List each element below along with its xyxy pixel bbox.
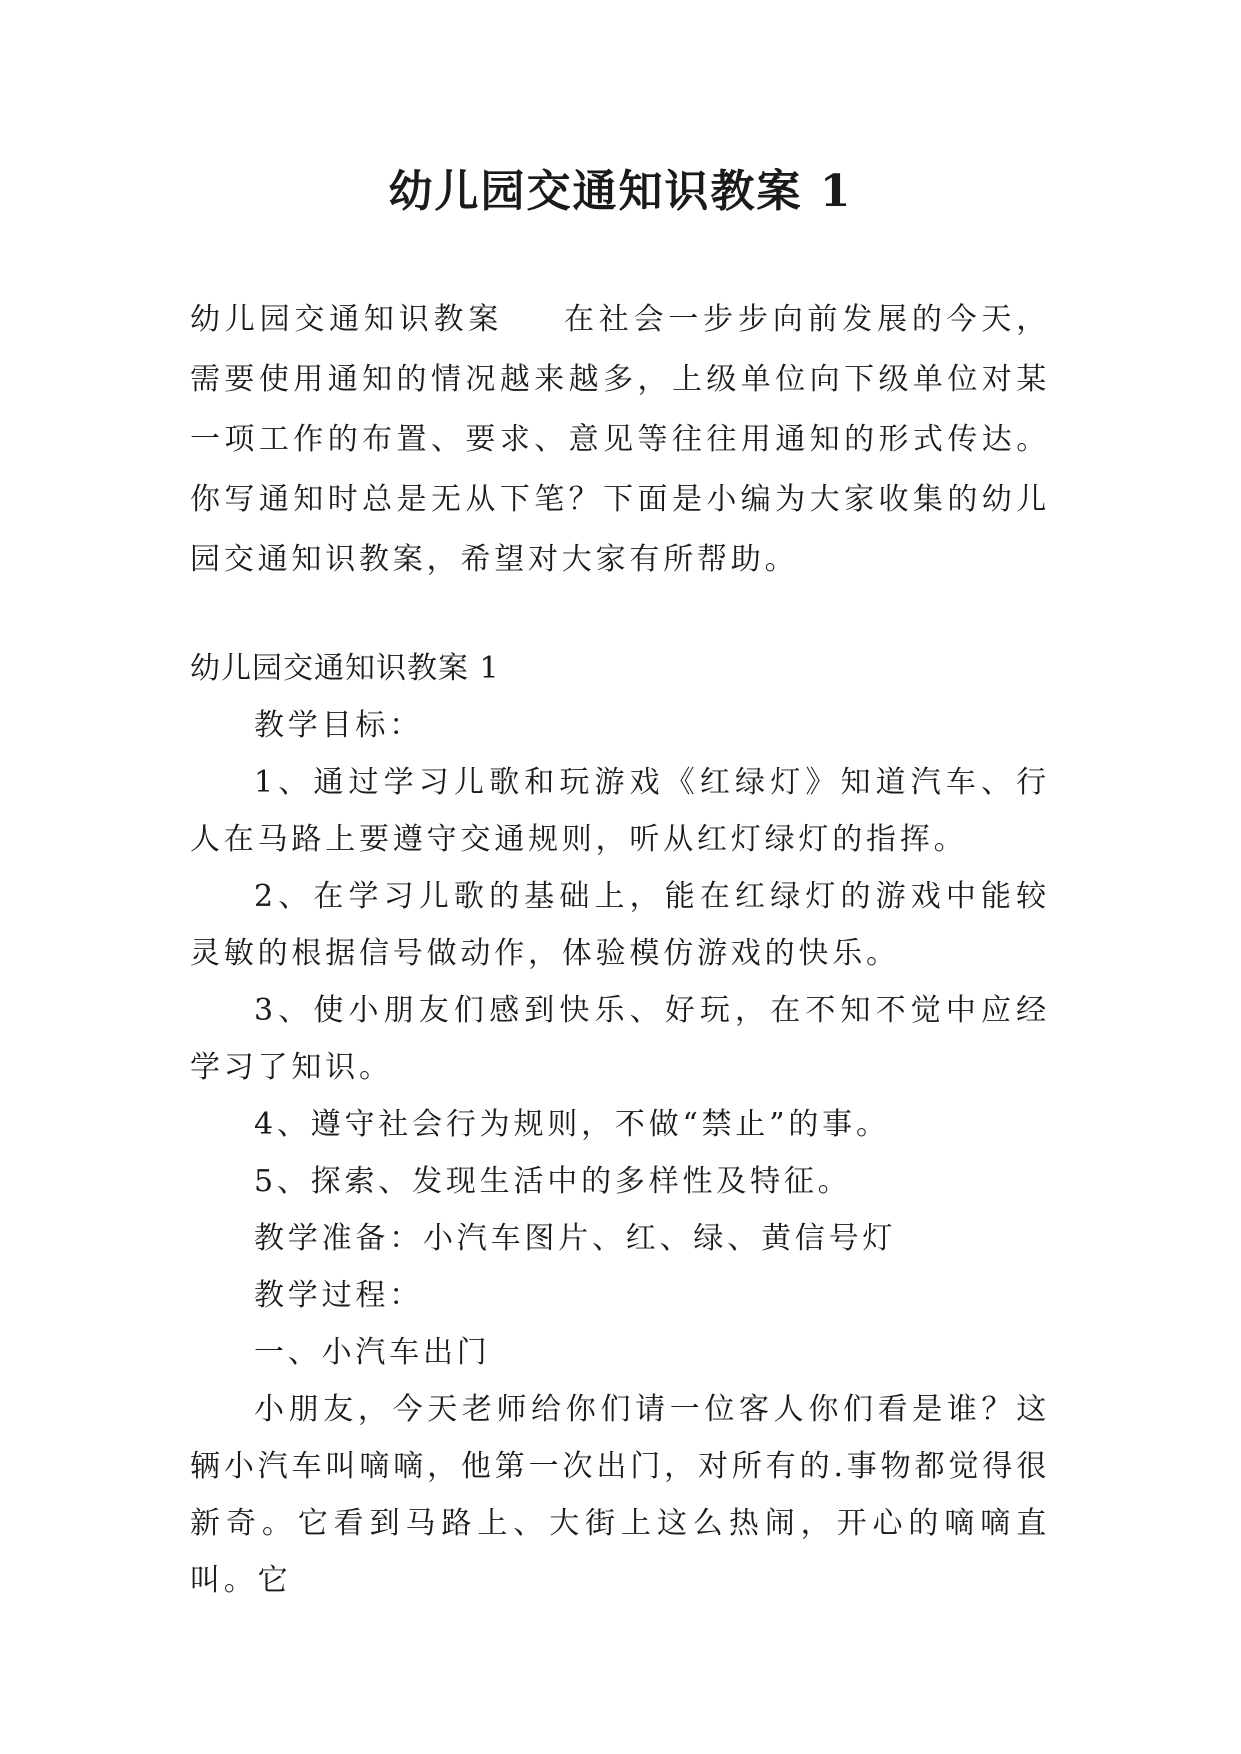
goal-item-1: 1、通过学习儿歌和玩游戏《红绿灯》知道汽车、行人在马路上要遵守交通规则，听从红灯绿灯的指挥。: [190, 765, 1050, 857]
goal-item-2: 2、在学习儿歌的基础上，能在红绿灯的游戏中能较灵敏的根据信号做动作，体验模仿游戏的快乐。: [190, 879, 1050, 971]
intro-lead: 幼儿园交通知识教案: [190, 302, 504, 337]
lesson-body: [190, 640, 1050, 1609]
goal-item-3: 3、使小朋友们感到快乐、好玩，在不知不觉中应经学习了知识。: [190, 993, 1050, 1085]
intro-text: 在社会一步步向前发展的今天，需要使用通知的情况越来越多，上级单位向下级单位对某一项工作的布置、要求、意见等往往用通知的形式传达。你写通知时总是无从下笔？下面是小编为大家收集的幼儿园交通知识教案，希望对大家有所帮助。: [190, 302, 1050, 577]
step-1-heading: 一、小汽车出门: [254, 1335, 491, 1370]
goal-item-4: 4、遵守社会行为规则，不做“禁止”的事。: [254, 1107, 890, 1142]
goals-label: 教学目标：: [254, 708, 423, 743]
goal-item-5: 5、探索、发现生活中的多样性及特征。: [254, 1164, 852, 1199]
section-heading: 幼儿园交通知识教案 1: [190, 651, 500, 686]
step-1-text: 小朋友，今天老师给你们请一位客人你们看是谁？这辆小汽车叫嘀嘀，他第一次出门，对所有的.事物都觉得很新奇。它看到马路上、大街上这么热闹，开心的嘀嘀直叫。它: [190, 1392, 1050, 1598]
process-label: 教学过程：: [254, 1278, 423, 1313]
teaching-prep: 教学准备：小汽车图片、红、绿、黄信号灯: [254, 1221, 897, 1256]
document-title: 幼儿园交通知识教案 1: [388, 166, 853, 217]
intro-paragraph: [190, 290, 1050, 590]
